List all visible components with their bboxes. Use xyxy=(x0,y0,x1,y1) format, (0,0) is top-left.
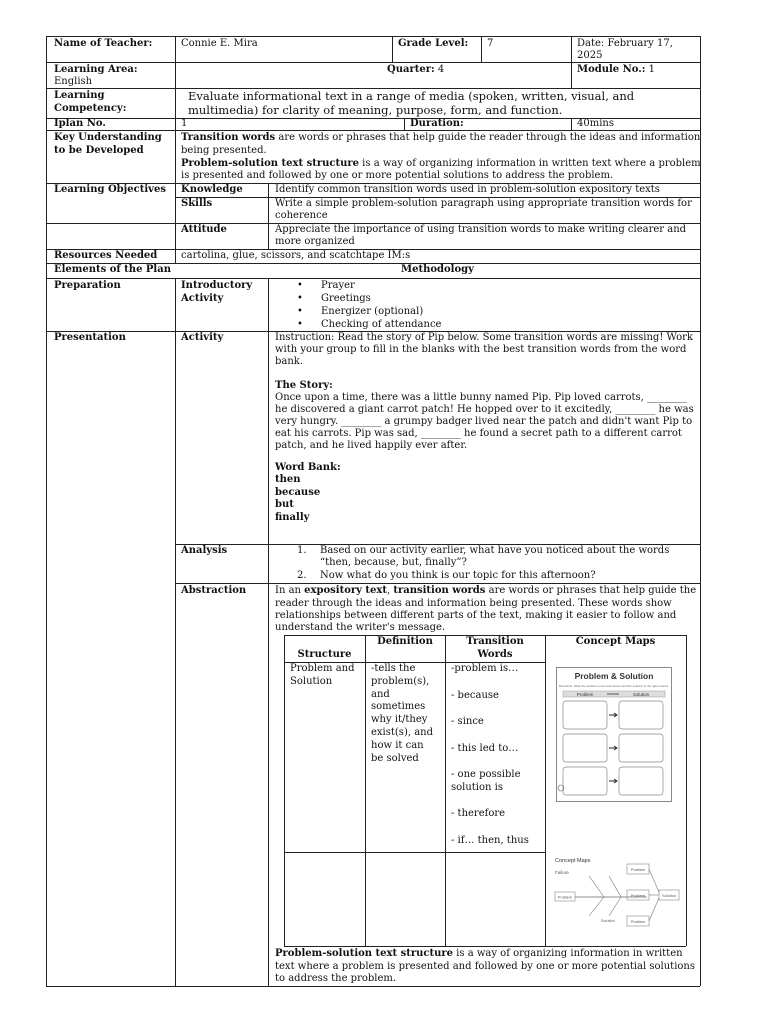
map1-title: Problem & Solution xyxy=(574,671,654,681)
definition-line: why it/they xyxy=(371,714,428,726)
fishbone-svg xyxy=(549,854,681,944)
competency-label-1: Learning xyxy=(54,90,105,101)
key-understanding-p2-line2: is presented and followed by one or more potential solutions to address the problem. xyxy=(181,170,614,181)
quarter-label: Quarter: xyxy=(387,64,435,75)
transition-word-item: - if… then, thus xyxy=(451,834,529,846)
intro-text-c: , xyxy=(386,585,394,596)
attitude-line-1: Appreciate the importance of using transition words to make writing clearer and xyxy=(275,224,687,235)
word-bank-item: finally xyxy=(275,511,310,523)
instruction-line-1: Instruction: Read the story of Pip below. Some transition words are missing! Work xyxy=(275,332,693,343)
introductory-label-1: Introductory xyxy=(181,280,253,291)
area-label: Learning Area: xyxy=(54,64,138,75)
quarter-field xyxy=(387,64,444,77)
analysis-q1-line-1: Based on our activity earlier, what have you noticed about the words xyxy=(320,545,670,556)
word-bank-title: Word Bank: xyxy=(275,462,341,473)
closing-text-1: is a way of organizing information in written xyxy=(453,948,683,959)
story-line-4: eat his carrots. Pip was sad, ________ he found a secret path to a different carrot xyxy=(275,428,682,439)
key-understanding-p2-text: is a way of organizing information in written text where a problem xyxy=(359,158,701,169)
closing-line-1 xyxy=(275,948,683,961)
transition-word-item: -problem is… xyxy=(451,663,519,674)
area-value: English xyxy=(54,76,93,87)
presentation-label: Presentation xyxy=(54,332,126,343)
teacher-label: Name of Teacher: xyxy=(54,38,153,49)
transition-word-item: - one possible xyxy=(451,769,521,780)
bullet-icon: • xyxy=(297,280,303,291)
key-understanding-p1 xyxy=(181,132,700,145)
objectives-label: Learning Objectives xyxy=(54,184,166,195)
skills-label: Skills xyxy=(181,198,213,209)
competency-line-1: Evaluate informational text in a range of media (spoken, written, visual, and xyxy=(188,89,635,103)
transition-word-item: solution is xyxy=(451,781,503,793)
key-understanding-p1-text: are words or phrases that help guide the reader through the ideas and information xyxy=(275,132,701,143)
abstraction-label: Abstraction xyxy=(181,585,247,596)
structure-line-1: Problem and xyxy=(290,663,355,674)
word-bank-item: then xyxy=(275,474,301,485)
grade-value: 7 xyxy=(487,38,494,49)
problem-solution-term: Problem-solution text structure xyxy=(181,158,359,169)
duration-label: Duration: xyxy=(410,118,464,129)
definition-line: exist(s), and xyxy=(371,726,434,738)
preparation-item-text: Prayer xyxy=(321,280,355,291)
introductory-label-2: Activity xyxy=(181,293,224,304)
word-bank-item: because xyxy=(275,486,321,498)
header-structure: Structure xyxy=(297,649,352,660)
bullet-icon: • xyxy=(297,306,303,317)
teacher-value: Connie E. Mira xyxy=(181,38,258,49)
resources-value: cartolina, glue, scissors, and scatchtape IM:s xyxy=(181,250,411,261)
module-value: 1 xyxy=(648,64,656,75)
definition-line: sometimes xyxy=(371,701,426,713)
header-concept-maps: Concept Maps xyxy=(575,636,656,647)
intro-text-a: In an xyxy=(275,585,305,596)
transition-word-item: - because xyxy=(451,689,499,701)
definition-line: how it can xyxy=(371,739,424,751)
iplan-label: Iplan No. xyxy=(54,118,106,129)
abstraction-intro-line-4: understand the writer's message. xyxy=(275,622,446,633)
structure-line-2: Solution xyxy=(290,676,333,687)
map1-caption: Directions: Write the problem in the left column and the solution in the right column. xyxy=(558,684,670,688)
analysis-q2-line-1: Now what do you think is our topic for this afternoon? xyxy=(320,570,596,581)
iplan-value: 1 xyxy=(181,118,188,129)
story-line-2: he discovered a giant carrot patch! He hopped over to it excitedly, ________ he was xyxy=(275,404,694,415)
transition-word-item: - this led to… xyxy=(451,742,519,754)
organizer-svg xyxy=(557,668,671,801)
module-field xyxy=(577,64,655,77)
competency-label-2: Competency: xyxy=(54,103,127,114)
header-transition-2: Words xyxy=(477,649,513,660)
elements-label: Elements of the Plan xyxy=(54,264,171,275)
quarter-value: 4 xyxy=(437,64,445,75)
grade-label: Grade Level: xyxy=(398,38,469,49)
definition-line: problem(s), xyxy=(371,675,430,687)
closing-line-3: to address the problem. xyxy=(275,973,397,984)
transition-word-item: - since xyxy=(451,716,484,727)
transitions-column xyxy=(451,663,539,847)
analysis-q1-number: 1. xyxy=(297,545,307,556)
key-understanding-p2 xyxy=(181,158,701,171)
map2-solution-box: Solution xyxy=(662,894,676,898)
fishbone-concept-map xyxy=(549,854,681,944)
preparation-label: Preparation xyxy=(54,280,121,291)
knowledge-text: Identify common transition words used in problem-solution expository texts xyxy=(275,184,660,195)
abstraction-intro-line-1 xyxy=(275,585,696,598)
competency-line-2: multimedia) for clarity of meaning, purpose, form, and function. xyxy=(188,103,563,117)
bullet-icon: • xyxy=(297,319,303,330)
transition-word-item: - therefore xyxy=(451,808,506,819)
analysis-q1-line-2: “then, because, but, finally”? xyxy=(320,557,467,568)
knowledge-label: Knowledge xyxy=(181,184,243,195)
resources-label: Resources Needed xyxy=(54,250,158,261)
key-understanding-p1-line2: being presented. xyxy=(181,145,267,156)
key-understanding-label-1: Key Understanding xyxy=(54,132,162,143)
bullet-icon: • xyxy=(297,293,303,304)
map1-col1: Problem xyxy=(576,692,594,697)
abstraction-intro-line-3: relationships between different parts of the text, making it easier to follow and xyxy=(275,610,677,621)
preparation-item xyxy=(297,306,597,319)
story-line-1: Once upon a time, there was a little bunny named Pip. Pip loved carrots, ________ xyxy=(275,392,688,403)
preparation-list xyxy=(297,280,597,332)
story-line-5: patch, and he lived happily ever after. xyxy=(275,440,468,451)
story-title: The Story: xyxy=(275,380,333,391)
methodology-heading: Methodology xyxy=(401,264,474,275)
instruction-line-2: with your group to fill in the blanks with the best transition words from the word xyxy=(275,344,687,355)
definition-line: -tells the xyxy=(371,663,416,674)
map2-solution-label: Solution xyxy=(601,919,615,923)
presentation-activity-label: Activity xyxy=(181,332,224,343)
word-bank-item: but xyxy=(275,499,294,510)
map2-title: Concept Maps xyxy=(555,858,591,864)
preparation-item-text: Greetings xyxy=(321,293,371,304)
map1-col2: Solution xyxy=(632,692,650,697)
closing-line-2: text where a problem is presented and followed by one or more potential solutions xyxy=(275,961,695,972)
attitude-line-2: more organized xyxy=(275,236,355,247)
analysis-label: Analysis xyxy=(181,545,228,556)
problem-solution-graphic-organizer xyxy=(556,667,672,802)
abstraction-intro-line-2: reader through the ideas and information being presented. These words show xyxy=(275,598,672,609)
module-label: Module No.: xyxy=(577,64,646,75)
map2-problem-right-3: Problem xyxy=(630,920,646,924)
word-bank-list xyxy=(275,474,395,524)
skills-line-1: Write a simple problem-solution paragraph using appropriate transition words for xyxy=(275,198,692,209)
date-line-1: Date: February 17, xyxy=(577,38,673,49)
story-line-3: very hungry. ________ a grumpy badger lived near the patch and didn't want Pip to xyxy=(275,416,693,427)
closing-term: Problem-solution text structure xyxy=(275,948,453,959)
map2-problem-right-2: Problem xyxy=(630,894,646,898)
preparation-item xyxy=(297,293,597,306)
map2-problem-right-1: Problem xyxy=(630,868,646,872)
transition-words-term-2: transition words xyxy=(393,585,486,596)
definition-line: and xyxy=(371,688,390,700)
intro-text-e: are words or phrases that help guide the xyxy=(485,585,697,596)
preparation-item xyxy=(297,319,597,332)
definition-column xyxy=(371,663,440,765)
header-transition-1: Transition xyxy=(466,636,524,647)
header-definition: Definition xyxy=(377,636,433,647)
preparation-item-text: Checking of attendance xyxy=(321,319,442,330)
preparation-item xyxy=(297,280,597,293)
preparation-item-text: Energizer (optional) xyxy=(321,306,424,317)
date-line-2: 2025 xyxy=(577,50,603,61)
expository-text-term: expository text xyxy=(304,585,387,596)
instruction-line-3: bank. xyxy=(275,356,304,367)
map2-failure: Failure xyxy=(555,870,569,875)
transition-words-term: Transition words xyxy=(181,132,276,143)
key-understanding-label-2: to be Developed xyxy=(54,145,144,156)
map2-problem-box: Problem xyxy=(557,895,573,900)
analysis-q2-number: 2. xyxy=(297,570,307,581)
skills-line-2: coherence xyxy=(275,210,328,221)
duration-value: 40mins xyxy=(577,118,614,129)
definition-line: be solved xyxy=(371,752,419,764)
attitude-label: Attitude xyxy=(181,224,227,235)
